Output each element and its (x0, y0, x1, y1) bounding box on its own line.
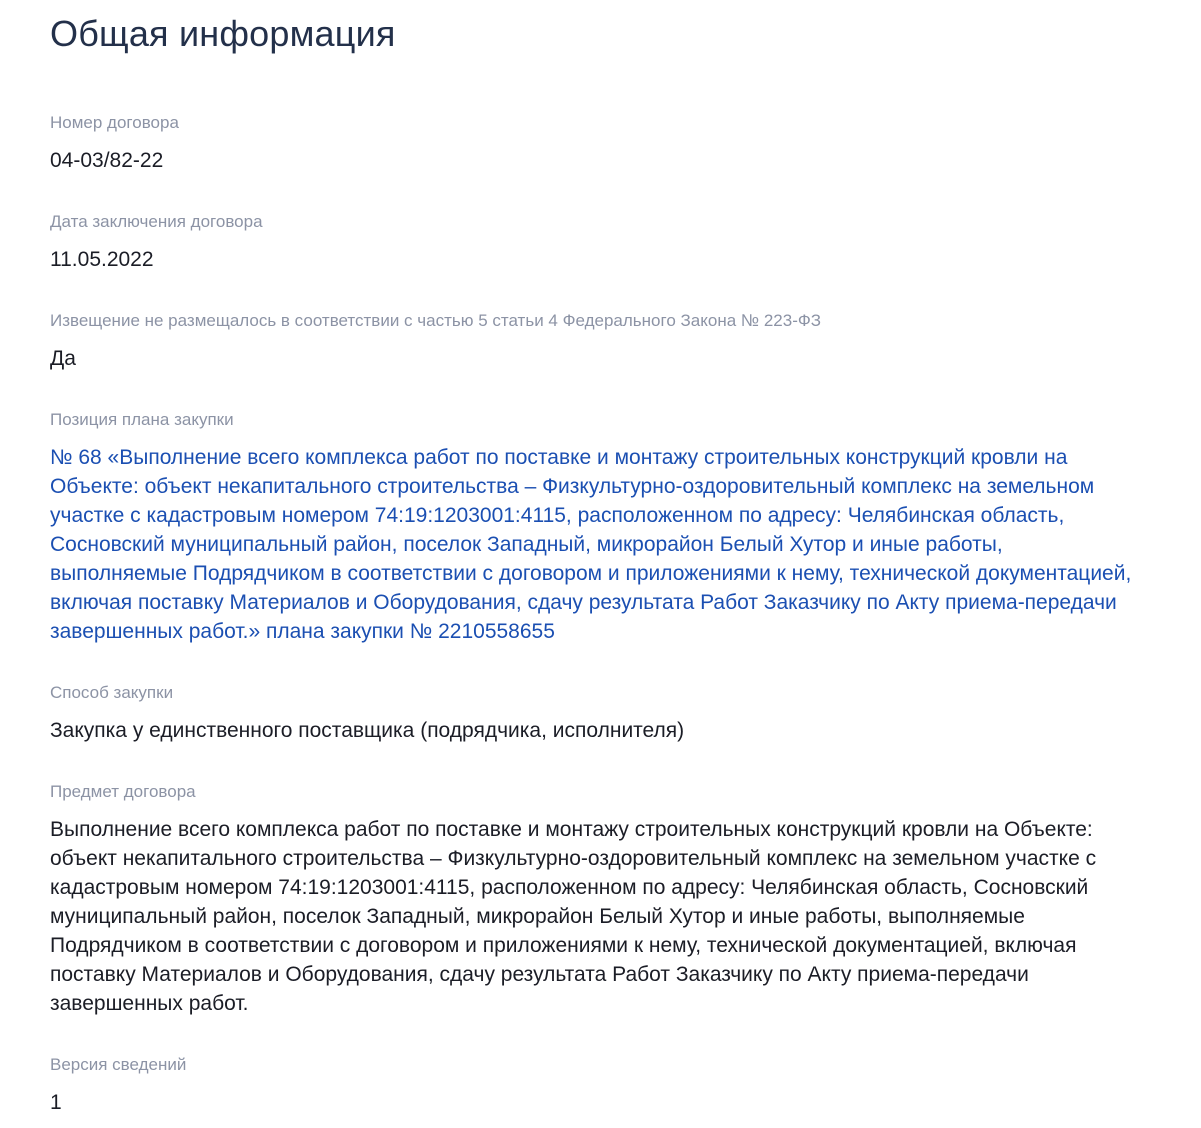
contract-date-value: 11.05.2022 (50, 248, 154, 271)
contract-number-label: Номер договора (50, 113, 179, 132)
field-contract-number (50, 112, 1151, 175)
version-label: Версия сведений (50, 1055, 187, 1074)
notice-value: Да (50, 347, 76, 370)
contract-date-label: Дата заключения договора (50, 212, 263, 231)
page-title: Общая информация (50, 13, 396, 54)
field-notice (50, 310, 1151, 373)
procurement-method-value: Закупка у единственного поставщика (подрядчика, исполнителя) (50, 719, 685, 742)
plan-position-link[interactable]: № 68 «Выполнение всего комплекса работ по поставке и монтажу строительных конструкций кровли на Объекте: объект некапитального строительства – Физкультурно-оздоровительный комплекс на земельном участке с кадастровым номером 74:19:1203001:4115, расположенном по адресу: Челябинская область, Сосновский муниципальный район, поселок Западный, микрорайон Белый Хутор и иные работы, выполняемые Подрядчиком в соответствии с договором и приложениями к нему, технической документацией, включая поставку Материалов и Оборудования, сдачу результата Работ Заказчику по Акту приема-передачи завершенных работ.» плана закупки № 2210558655 (50, 446, 1132, 643)
contract-subject-label: Предмет договора (50, 782, 196, 801)
plan-position-label: Позиция плана закупки (50, 410, 234, 429)
version-value: 1 (50, 1091, 62, 1114)
field-contract-subject (50, 781, 1151, 1018)
notice-label: Извещение не размещалось в соответствии с частью 5 статьи 4 Федерального Закона № 223-ФЗ (50, 311, 822, 330)
contract-number-value: 04-03/82-22 (50, 149, 164, 172)
field-version (50, 1054, 1151, 1117)
contract-subject-value: Выполнение всего комплекса работ по поставке и монтажу строительных конструкций кровли на Объекте: объект некапитального строительства – Физкультурно-оздоровительный комплекс на земельном участке с кадастровым номером 74:19:1203001:4115, расположенном по адресу: Челябинская область, Сосновский муниципальный район, поселок Западный, микрорайон Белый Хутор и иные работы, выполняемые Подрядчиком в соответствии с договором и приложениями к нему, технической документацией, включая поставку Материалов и Оборудования, сдачу результата Работ Заказчику по Акту приема-передачи завершенных работ. (50, 818, 1097, 1015)
field-procurement-method (50, 682, 1151, 745)
field-plan-position (50, 409, 1151, 646)
procurement-method-label: Способ закупки (50, 683, 174, 702)
field-contract-date (50, 211, 1151, 274)
